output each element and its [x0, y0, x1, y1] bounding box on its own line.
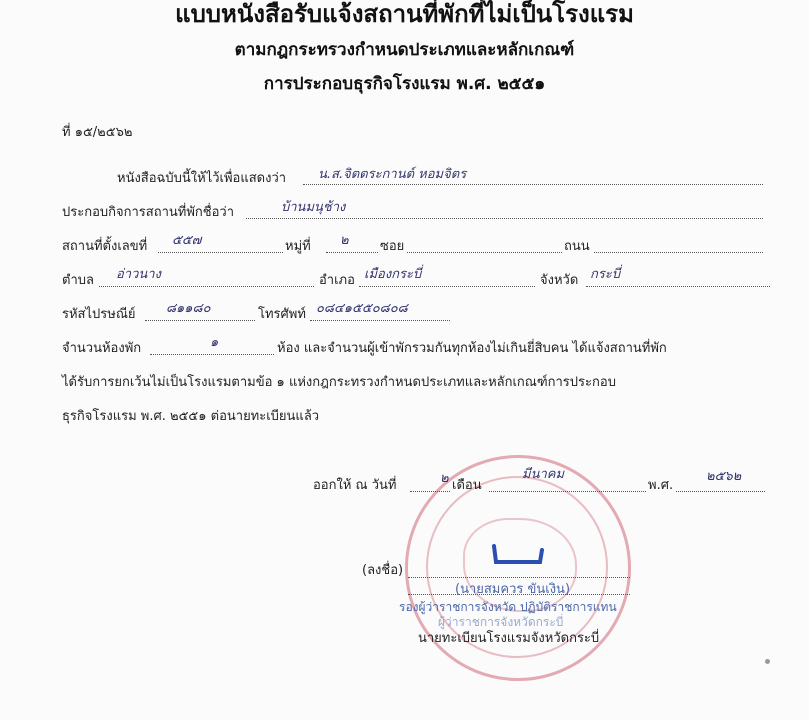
sign-label: (ลงชื่อ) — [362, 563, 404, 578]
document-title: แบบหนังสือรับแจ้งสถานที่พักที่ไม่เป็นโรงแรม — [175, 0, 634, 28]
signatory-name: (นายสมควร ขันเงิน) — [455, 582, 571, 597]
exemption-text: ได้รับการยกเว้นไม่เป็นโรงแรมตามข้อ ๑ แห่งกฎกระทรวงกำหนดประเภทและหลักเกณฑ์การประกอบ — [62, 375, 616, 390]
issue-month-value: มีนาคม — [522, 467, 565, 482]
accommodation-name-value: บ้านมนุช้าง — [281, 200, 346, 215]
document-subtitle-2: การประกอบธุรกิจโรงแรม พ.ศ. ๒๕๕๑ — [263, 74, 546, 94]
amphoe-label: อำเภอ — [319, 273, 355, 288]
reference-number: ที่ ๑๕/๒๕๖๒ — [62, 125, 133, 140]
amphoe-value: เมืองกระบี่ — [364, 267, 422, 282]
tambon-value: อ่าวนาง — [116, 267, 161, 282]
rooms-text: ห้อง และจำนวนผู้เข้าพักรวมกันทุกห้องไม่เกินยี่สิบคน ได้แจ้งสถานที่พัก — [277, 341, 667, 356]
soi-label: ซอย — [380, 239, 405, 254]
issue-month-field — [489, 475, 646, 492]
postcode-value: ๘๑๑๘๐ — [166, 301, 211, 316]
registration-text: ธุรกิจโรงแรม พ.ศ. ๒๕๕๑ ต่อนายทะเบียนแล้ว — [62, 409, 320, 424]
road-label: ถนน — [564, 239, 590, 254]
issue-date-label: ออกให้ ณ วันที่ — [313, 478, 397, 493]
phone-label: โทรศัพท์ — [258, 307, 306, 322]
province-label: จังหวัด — [540, 273, 579, 288]
moo-label: หมู่ที่ — [285, 239, 311, 254]
phone-value: ๐๘๔๑๕๕๐๘๐๘ — [316, 301, 408, 316]
rooms-label: จำนวนห้องพัก — [62, 341, 142, 356]
issue-year-value: ๒๕๖๒ — [706, 469, 742, 484]
moo-value: ๒ — [340, 233, 349, 248]
holder-label: หนังสือฉบับนี้ให้ไว้เพื่อแสดงว่า — [117, 171, 287, 186]
signatory-position-2: ผู้ว่าราชการจังหวัดกระบี่ — [438, 615, 564, 629]
postcode-label: รหัสไปรษณีย์ — [62, 307, 136, 322]
house-number-label: สถานที่ตั้งเลขที่ — [62, 239, 148, 254]
signatory-name-field — [408, 578, 630, 595]
handwritten-signature — [488, 536, 548, 570]
issue-month-label: เดือน — [452, 478, 482, 493]
road-field — [594, 236, 763, 253]
soi-field — [407, 236, 562, 253]
accommodation-name-label: ประกอบกิจการสถานที่พักชื่อว่า — [62, 205, 235, 220]
moo-field — [326, 236, 378, 253]
document-subtitle-1: ตามกฎกระทรวงกำหนดประเภทและหลักเกณฑ์ — [234, 40, 575, 60]
rooms-value: ๑ — [210, 335, 219, 350]
paper-speck — [765, 659, 770, 664]
province-value: กระบี่ — [590, 267, 621, 282]
registrar-title: นายทะเบียนโรงแรมจังหวัดกระบี่ — [418, 631, 600, 646]
issue-day-value: ๒ — [440, 471, 449, 486]
signatory-position-1: รองผู้ว่าราชการจังหวัด ปฏิบัติราชการแทน — [399, 600, 617, 614]
issue-year-label: พ.ศ. — [648, 478, 674, 493]
holder-value: น.ส.จิตตระกานต์ หอมจิตร — [318, 167, 467, 182]
house-number-value: ๕๕๗ — [172, 233, 202, 248]
tambon-label: ตำบล — [62, 273, 94, 288]
